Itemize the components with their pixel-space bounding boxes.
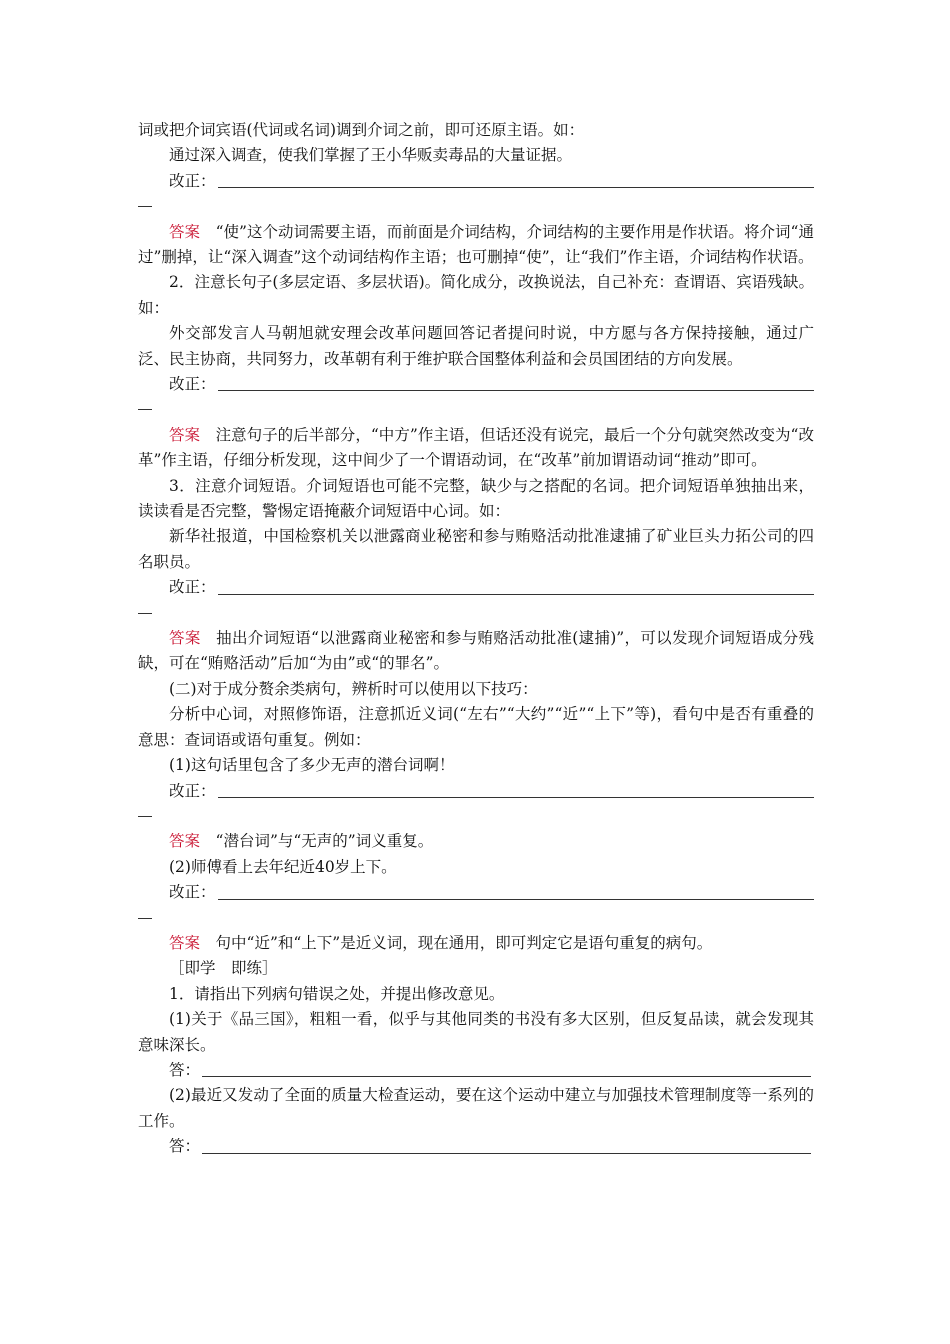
example-sentence: (1)这句话里包含了多少无声的潜台词啊！ xyxy=(169,756,455,775)
continuation-dash xyxy=(138,194,814,219)
correction-label: 改正： xyxy=(169,171,216,190)
answer-blank[interactable] xyxy=(218,593,814,595)
answer-text: 抽出介词短语“以泄露商业秘密和参与贿赂活动批准(逮捕)”，可以发现介词短语成分残缺，可在“贿赂活动”后加“为由”或“的罪名”。 xyxy=(138,629,814,673)
correction-label: 改正： xyxy=(169,883,216,902)
correction-line xyxy=(138,575,814,600)
question-item: (2)最近又发动了全面的质量大检查运动，要在这个运动中建立与加强技术管理制度等一系列的工作。 xyxy=(138,1086,814,1130)
answer-blank[interactable] xyxy=(202,1152,811,1154)
continuation-dash xyxy=(138,601,814,626)
correction-line xyxy=(138,880,814,905)
answer-paragraph xyxy=(138,829,814,854)
document-page xyxy=(138,118,814,1160)
answer-paragraph xyxy=(138,220,814,271)
continuation-dash xyxy=(138,906,814,931)
example-sentence: (2)师傅看上去年纪近40岁上下。 xyxy=(169,857,397,876)
answer-text: 句中“近”和“上下”是近义词，现在通用，即可判定它是语句重复的病句。 xyxy=(215,933,713,952)
answer-label: 答案 xyxy=(169,222,201,241)
continuation-dash xyxy=(138,397,814,422)
correction-line xyxy=(138,169,814,194)
correction-label: 改正： xyxy=(169,375,216,394)
continuation-dash xyxy=(138,804,814,829)
answer-paragraph xyxy=(138,931,814,956)
example-sentence: 新华社报道，中国检察机关以泄露商业秘密和参与贿赂活动批准逮捕了矿业巨头力拓公司的四名职员。 xyxy=(138,527,814,571)
correction-line xyxy=(138,372,814,397)
paragraph: 分析中心词，对照修饰语，注意抓近义词(“左右”“大约”“近”“上下”等)，看句中是否有重叠的意思：查词语或语句重复。例如： xyxy=(138,705,814,749)
answer-label: 答案 xyxy=(169,425,201,444)
paragraph: 3．注意介词短语。介词短语也可能不完整，缺少与之搭配的名词。把介词短语单独抽出来，读读看是否完整，警惕定语掩蔽介词短语中心词。如： xyxy=(138,476,814,521)
paragraph: 词或把介词宾语(代词或名词)调到介词之前，即可还原主语。如： xyxy=(138,121,585,139)
answer-line xyxy=(138,1134,814,1159)
answer-blank[interactable] xyxy=(202,1075,811,1077)
answer-label: 答案 xyxy=(169,832,201,851)
answer-text: “潜台词”与“无声的”词义重复。 xyxy=(215,832,434,851)
answer-label: 答案 xyxy=(169,933,201,952)
answer-prompt: 答： xyxy=(169,1137,201,1156)
answer-blank[interactable] xyxy=(218,186,814,188)
section-heading: ［即学 即练］ xyxy=(169,959,278,978)
correction-label: 改正： xyxy=(169,781,216,800)
answer-paragraph xyxy=(138,626,814,677)
answer-prompt: 答： xyxy=(169,1060,201,1079)
answer-blank[interactable] xyxy=(218,389,814,391)
example-sentence: 外交部发言人马朝旭就安理会改革问题回答记者提问时说，中方愿与各方保持接触，通过广泛、民主协商，共同努力，改革朝有利于维护联合国整体利益和会员国团结的方向发展。 xyxy=(138,324,814,368)
answer-text: 注意句子的后半部分，“中方”作主语，但话还没有说完，最后一个分句就突然改变为“改革”作主语，仔细分析发现，这中间少了一个谓语动词，在“改革”前加谓语动词“推动”即可。 xyxy=(138,425,814,470)
answer-label: 答案 xyxy=(169,629,201,648)
answer-blank[interactable] xyxy=(218,898,814,900)
paragraph: (二)对于成分赘余类病句，辨析时可以使用以下技巧： xyxy=(169,679,538,698)
correction-line xyxy=(138,779,814,804)
example-sentence: 通过深入调查，使我们掌握了王小华贩卖毒品的大量证据。 xyxy=(169,146,573,165)
question-item: (1)关于《品三国》，粗粗一看，似乎与其他同类的书没有多大区别，但反复品读，就会发现其意味深长。 xyxy=(138,1010,814,1054)
answer-line xyxy=(138,1058,814,1083)
correction-label: 改正： xyxy=(169,578,216,597)
question: 1．请指出下列病句错误之处，并提出修改意见。 xyxy=(169,984,505,1003)
answer-paragraph xyxy=(138,423,814,474)
answer-text: “使”这个动词需要主语，而前面是介词结构，介词结构的主要作用是作状语。将介词“通过”删掉，让“深入调查”这个动词结构作主语；也可删掉“使”，让“我们”作主语，介词结构作状语。 xyxy=(138,222,814,267)
answer-blank[interactable] xyxy=(218,796,814,798)
paragraph: 2．注意长句子(多层定语、多层状语)。简化成分，改换说法，自己补充：查谓语、宾语残缺。如： xyxy=(138,273,814,317)
